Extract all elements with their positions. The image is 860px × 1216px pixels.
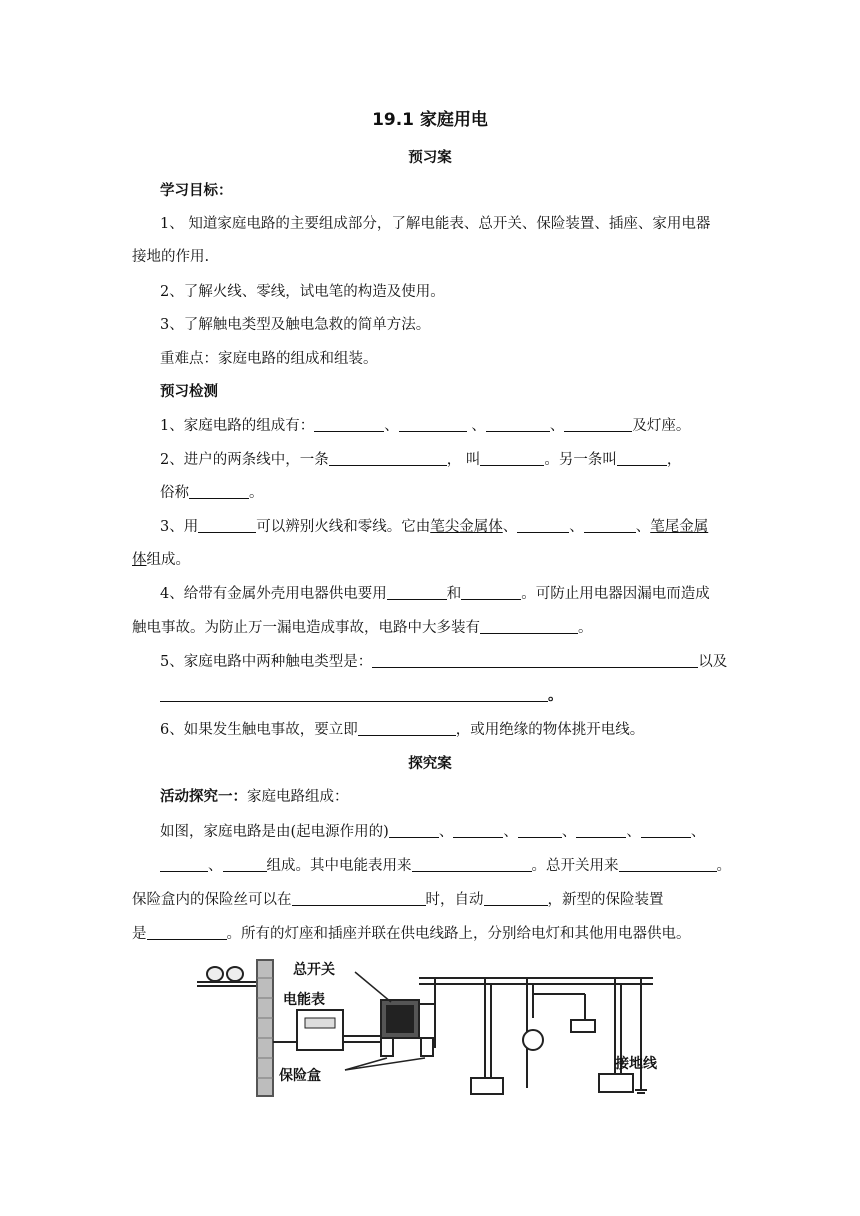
q1-text: 1、家庭电路的组成有： (160, 418, 315, 434)
question-2-line-2 (160, 483, 264, 503)
paragraph-text: 如图，家庭电路是由(起电源作用的) (160, 824, 389, 840)
q4-text: 和 (446, 586, 462, 602)
paragraph-text: 是 (132, 926, 147, 942)
household-circuit-diagram (195, 958, 657, 1098)
q3-sep: 、 (635, 519, 651, 535)
key-points: 重难点：家庭电路的组成和组装。 (160, 351, 378, 367)
label-ground-wire: 接地线 (615, 1056, 657, 1072)
objective-1-line-2: 接地的作用. (132, 249, 210, 265)
p-blank-2[interactable] (453, 822, 503, 838)
question-6 (160, 720, 644, 740)
q3-text: 可以辨别火线和零线。它由 (256, 519, 431, 535)
paragraph-line-4 (132, 924, 691, 944)
fuse-box-icon (381, 1038, 393, 1056)
label-main-switch: 总开关 (293, 962, 335, 978)
q6-blank-1[interactable] (358, 720, 456, 736)
paragraph-text: 。总开关用来 (531, 858, 619, 874)
objective-2: 2、了解火线、零线，试电笔的构造及使用。 (160, 284, 445, 300)
check-heading: 预习检测 (160, 384, 218, 400)
q4-text: 。可防止用电器因漏电而造成 (521, 586, 710, 602)
grounded-socket-icon (599, 1074, 633, 1092)
q1-blank-1[interactable] (314, 416, 384, 432)
q1-blank-2[interactable] (399, 416, 467, 432)
label-energy-meter: 电能表 (283, 992, 325, 1008)
q1-end: 及灯座。 (632, 418, 691, 434)
q5-text: 5、家庭电路中两种触电类型是： (160, 654, 373, 670)
question-2-line-1 (160, 450, 681, 470)
question-1 (160, 416, 690, 436)
p-blank-11[interactable] (484, 890, 548, 906)
p-sep: 、 (561, 824, 577, 840)
fuse-box-icon (421, 1038, 433, 1056)
q1-sep: 、 (384, 418, 399, 434)
p-sep: 、 (626, 824, 641, 840)
q4-blank-2[interactable] (461, 584, 521, 600)
q3-blank-2[interactable] (517, 517, 569, 533)
q3-underlined-term: 笔尾金属 (650, 519, 709, 535)
q5-text: 。 (548, 688, 563, 704)
p-blank-10[interactable] (292, 890, 426, 906)
q1-blank-3[interactable] (486, 416, 550, 432)
paragraph-text: ，新型的保险装置 (547, 892, 664, 908)
preview-heading: 预习案 (408, 150, 452, 166)
p-sep: 、 (690, 824, 706, 840)
q3-sep: 、 (502, 519, 518, 535)
q3-sep: 、 (569, 519, 584, 535)
question-3-line-1 (160, 517, 708, 537)
p-blank-5[interactable] (641, 822, 691, 838)
q4-text: 触电事故。为防止万一漏电造成事故，电路中大多装有 (132, 620, 480, 636)
q2-blank-1[interactable] (329, 450, 447, 466)
question-4-line-2 (132, 618, 593, 638)
objective-1-line-1: 1、 知道家庭电路的主要组成部分，了解电能表、总开关、保险装置、插座、家用电器 (160, 216, 711, 232)
p-blank-7[interactable] (223, 856, 267, 872)
paragraph-line-2 (160, 856, 731, 876)
page-title: 19.1 家庭用电 (372, 110, 488, 130)
q2-blank-2[interactable] (480, 450, 544, 466)
p-sep: 、 (438, 824, 454, 840)
paragraph-text: 时，自动 (425, 892, 484, 908)
light-bulb-icon (523, 1030, 543, 1050)
q3-blank-1[interactable] (198, 517, 256, 533)
q2-text: 。另一条叫 (544, 452, 617, 468)
q5-blank-2[interactable] (160, 686, 548, 702)
objectives-heading: 学习目标： (160, 183, 233, 199)
p-blank-6[interactable] (160, 856, 208, 872)
q2-text: 俗称 (160, 485, 189, 501)
question-3-line-2 (132, 550, 190, 570)
q5-blank-1[interactable] (372, 652, 698, 668)
q3-underlined-term: 笔尖金属体 (430, 519, 503, 535)
q1-sep: 、 (549, 418, 565, 434)
activity-1-text: 家庭电路组成： (247, 789, 349, 805)
paragraph-line-1 (160, 822, 705, 842)
q6-text: 6、如果发生触电事故，要立即 (160, 722, 358, 738)
paragraph-text: 保险盒内的保险丝可以在 (132, 892, 292, 908)
paragraph-text: 。 (716, 858, 731, 874)
p-blank-1[interactable] (389, 822, 439, 838)
q3-underlined-term: 体 (132, 552, 147, 568)
p-blank-3[interactable] (518, 822, 562, 838)
paragraph-text: 组成。其中电能表用来 (266, 858, 412, 874)
p-blank-9[interactable] (619, 856, 717, 872)
q2-text: 。 (249, 485, 264, 501)
paragraph-line-3 (132, 890, 664, 910)
p-blank-12[interactable] (147, 924, 227, 940)
p-sep: 、 (503, 824, 518, 840)
q2-text: ， 叫 (446, 452, 481, 468)
activity-1-heading (160, 787, 349, 807)
question-5-line-2 (160, 686, 563, 706)
q2-text: ， (666, 452, 682, 468)
p-sep: 、 (208, 858, 223, 874)
q1-blank-4[interactable] (564, 416, 632, 432)
wall-icon (257, 960, 273, 1096)
question-4-line-1 (160, 584, 710, 604)
q1-sep: 、 (466, 418, 486, 434)
activity-1-label: 活动探究一： (160, 789, 247, 805)
q4-text: 。 (578, 620, 593, 636)
question-5-line-1 (160, 652, 727, 672)
q3-text: 组成。 (146, 552, 190, 568)
q5-text: 以及 (698, 654, 728, 670)
socket-icon (471, 1078, 503, 1094)
p-blank-4[interactable] (576, 822, 626, 838)
q4-blank-1[interactable] (387, 584, 447, 600)
light-switch-icon (571, 1020, 595, 1032)
label-fuse-box: 保险盒 (279, 1068, 321, 1084)
explore-heading: 探究案 (408, 756, 452, 772)
paragraph-text: 。所有的灯座和插座并联在供电线路上，分别给电灯和其他用电器供电。 (226, 926, 691, 942)
insulator-icon (197, 967, 257, 986)
q2-text: 2、进户的两条线中，一条 (160, 452, 329, 468)
q2-blank-3[interactable] (617, 450, 667, 466)
q4-blank-3[interactable] (480, 618, 578, 634)
q3-text: 3、用 (160, 519, 199, 535)
q4-text: 4、给带有金属外壳用电器供电要用 (160, 586, 387, 602)
energy-meter-icon (297, 1010, 343, 1050)
q3-blank-3[interactable] (584, 517, 636, 533)
p-blank-8[interactable] (412, 856, 532, 872)
q6-text: ，或用绝缘的物体挑开电线。 (455, 722, 645, 738)
objective-3: 3、了解触电类型及触电急救的简单方法。 (160, 317, 431, 333)
q2-blank-4[interactable] (189, 483, 249, 499)
